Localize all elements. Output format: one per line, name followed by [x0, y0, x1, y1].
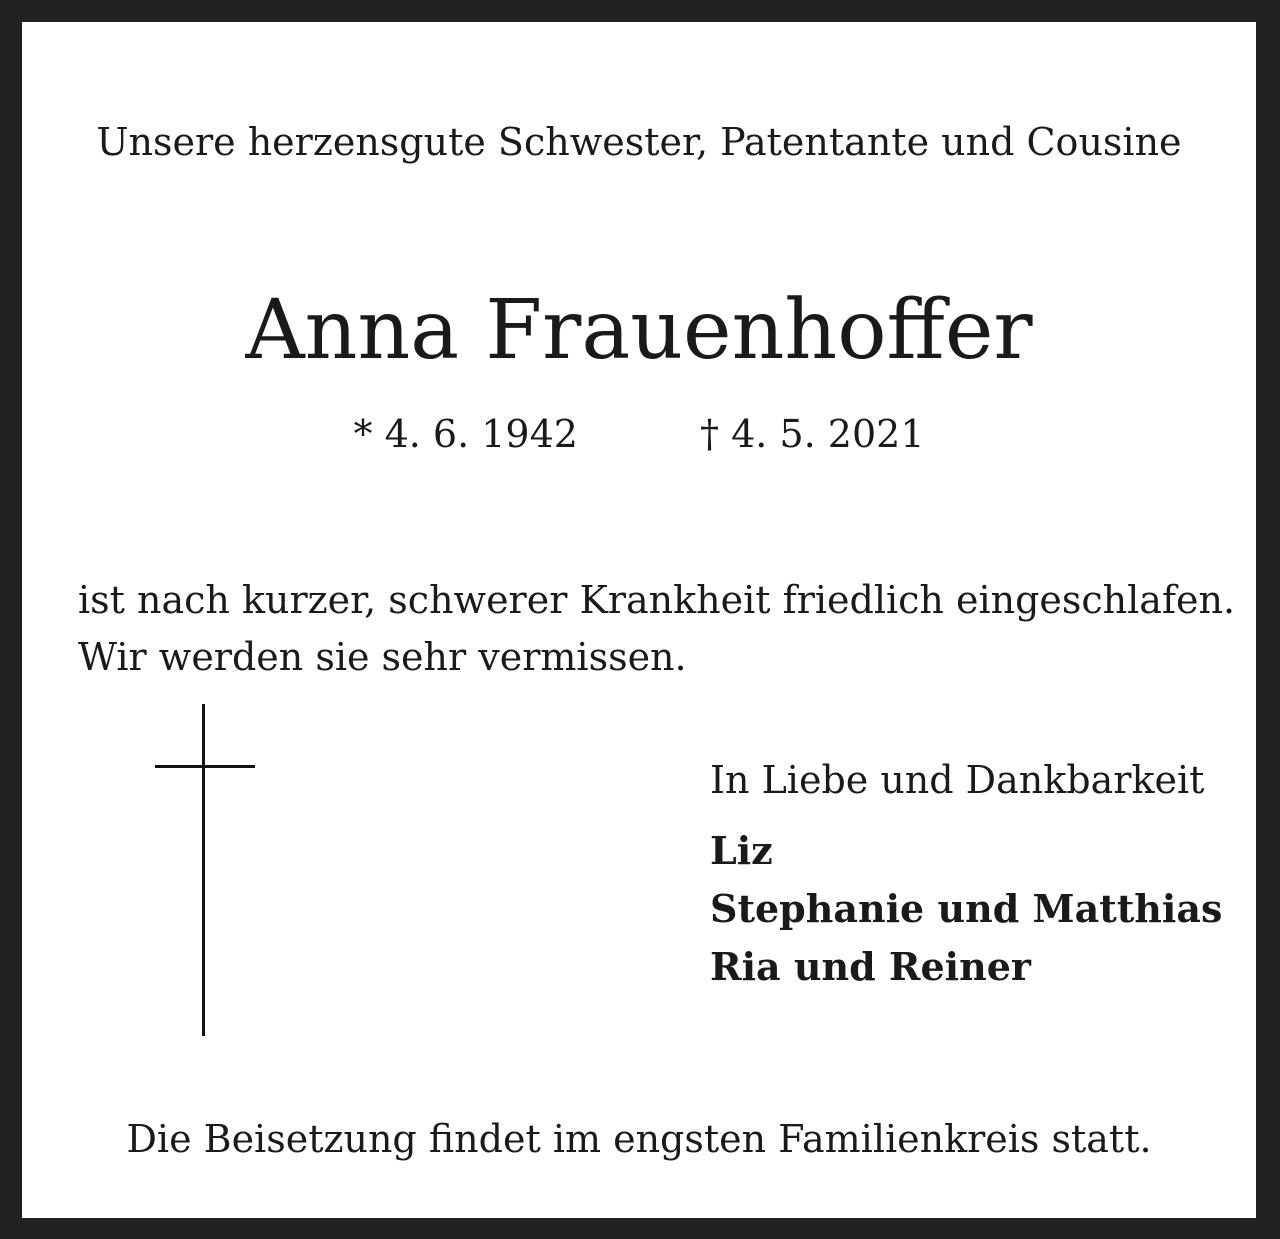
cross-vertical-bar [202, 704, 205, 1036]
message-text [78, 572, 1236, 686]
message-line-1: ist nach kurzer, schwerer Krankheit friedlich eingeschlafen. [78, 578, 1236, 622]
signature-greeting: In Liebe und Dankbarkeit [710, 758, 1205, 802]
mourner-name: Stephanie und Matthias [710, 885, 1223, 931]
cross-icon [155, 704, 255, 1036]
mourner-names [710, 822, 1230, 996]
cross-horizontal-bar [155, 765, 255, 768]
death-date: † 4. 5. 2021 [700, 412, 925, 456]
life-dates [22, 412, 1256, 458]
message-line-2: Wir werden sie sehr vermissen. [78, 635, 687, 679]
birth-date: * 4. 6. 1942 [353, 412, 578, 456]
signature-block [710, 758, 1230, 996]
mourner-name: Liz [710, 827, 773, 873]
mourner-name: Ria und Reiner [710, 943, 1031, 989]
obituary-notice [22, 22, 1256, 1218]
deceased-name: Anna Frauenhoffer [245, 283, 1033, 378]
intro-line: Unsere herzensgute Schwester, Patentante und Cousine [96, 120, 1182, 164]
burial-note: Die Beisetzung findet im engsten Familienkreis statt. [126, 1117, 1152, 1161]
